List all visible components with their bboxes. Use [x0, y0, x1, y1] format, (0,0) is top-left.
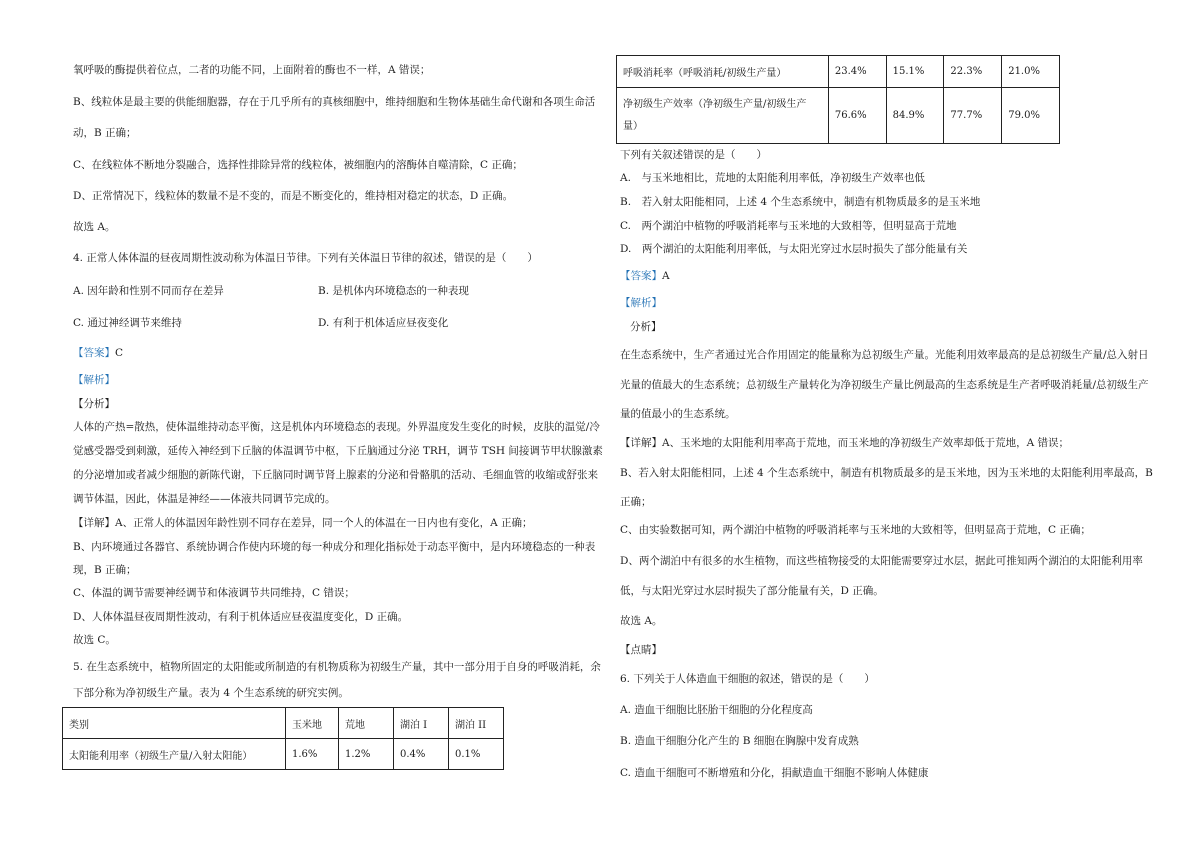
- table-cell: 79.0%: [1002, 88, 1060, 144]
- table-cell: 荒地: [339, 708, 394, 739]
- q4-option-a: A. 因年龄和性别不同而存在差异: [73, 285, 224, 297]
- text-line: D、两个湖泊中有很多的水生植物，而这些植物接受的太阳能需要穿过水层，据此可推知两个湖泊的太阳能利用率: [620, 555, 1143, 567]
- table-cell: 呼吸消耗率（呼吸消耗/初级生产量）: [617, 56, 829, 88]
- table-row: [617, 88, 1060, 144]
- q5-fenxi: 分析】: [630, 321, 662, 333]
- q5-option-d: D. 两个湖泊的太阳能利用率低，与太阳光穿过水层时损失了部分能量有关: [620, 243, 968, 255]
- q4-fenxi: 【分析】: [73, 398, 115, 410]
- text-line: B、内环境通过各器官、系统协调合作使内环境的每一种成分和理化指标处于动态平衡中，是内环境稳态的一种表: [73, 541, 596, 553]
- text-line: 在生态系统中，生产者通过光合作用固定的能量称为总初级生产量。光能利用效率最高的是总初级生产量/总入射日: [620, 349, 1149, 361]
- q5-table-part2: [616, 55, 1060, 144]
- text-line: 低，与太阳光穿过水层时损失了部分能量有关，D 正确。: [620, 585, 884, 597]
- q5-option-b: B. 若入射太阳能相同，上述 4 个生态系统中，制造有机物质最多的是玉米地: [620, 196, 981, 208]
- text-line: C、体温的调节需要神经调节和体液调节共同维持，C 错误；: [73, 587, 355, 599]
- text-line: 光量的值最大的生态系统；总初级生产量转化为净初级生产量比例最高的生态系统是生产者呼吸消耗量/总初级生产: [620, 379, 1149, 391]
- answer-value: C: [115, 347, 124, 359]
- text-line: C、在线粒体不断地分裂融合，选择性排除异常的线粒体，被细胞内的溶酶体自噬清除，C 正确；: [73, 159, 523, 171]
- q5-option-c: C. 两个湖泊中植物的呼吸消耗率与玉米地的大致相等，但明显高于荒地: [620, 220, 957, 232]
- table-cell: 77.7%: [944, 88, 1002, 144]
- text-line: 【详解】A、玉米地的太阳能利用率高于荒地，而玉米地的净初级生产效率却低于荒地，A 错误；: [620, 437, 1070, 449]
- q5-question: 下列有关叙述错误的是（ ）: [620, 149, 767, 161]
- text-line: 的分泌增加或者减少细胞的新陈代谢，下丘脑同时调节肾上腺素的分泌和骨骼肌的活动、毛细血管的收缩或舒张来: [73, 469, 598, 481]
- question-6-stem: 6. 下列关于人体造血干细胞的叙述，错误的是（ ）: [620, 673, 875, 685]
- text-line: 调节体温，因此，体温是神经——体液共同调节完成的。: [73, 493, 336, 505]
- table-cell: 湖泊 II: [449, 708, 504, 739]
- cell-line: 净初级生产效率（净初级生产量/初级生产: [623, 98, 807, 110]
- q4-option-b: B. 是机体内环境稳态的一种表现: [318, 285, 469, 297]
- text-line: B、若入射太阳能相同，上述 4 个生态系统中，制造有机物质最多的是玉米地，因为玉米地的太阳能利用率最高，B: [620, 467, 1153, 479]
- text-line: 【详解】A、正常人的体温因年龄性别不同存在差异，同一个人的体温在一日内也有变化，A 正确；: [73, 517, 533, 529]
- table-row: [617, 56, 1060, 88]
- q5-option-a: A. 与玉米地相比，荒地的太阳能利用率低，净初级生产效率也低: [620, 172, 925, 184]
- table-row: [63, 739, 504, 770]
- table-cell: 太阳能利用率（初级生产量/入射太阳能）: [63, 739, 286, 770]
- table-cell: 0.4%: [394, 739, 449, 770]
- q6-option-b: B. 造血干细胞分化产生的 B 细胞在胸腺中发育成熟: [620, 735, 859, 747]
- text-line: 故选 A。: [620, 615, 663, 627]
- text-line: B、线粒体是最主要的供能细胞器，存在于几乎所有的真核细胞中，维持细胞和生物体基础生命代谢和各项生命活: [73, 96, 596, 108]
- q4-analysis-label: 【解析】: [73, 374, 115, 386]
- question-5-stem: 5. 在生态系统中，植物所固定的太阳能或所制造的有机物质称为初级生产量，其中一部分用于自身的呼吸消耗，余: [73, 661, 601, 673]
- table-cell: 76.6%: [828, 88, 886, 144]
- text-line: 故选 C。: [73, 634, 116, 646]
- answer-value: A: [662, 270, 670, 282]
- cell-line: 量）: [623, 120, 643, 132]
- table-cell: 1.2%: [339, 739, 394, 770]
- table-cell: [617, 88, 829, 144]
- table-cell: 0.1%: [449, 739, 504, 770]
- text-line: 量的值最小的生态系统。: [620, 408, 736, 420]
- q5-analysis-label: 【解析】: [620, 297, 662, 309]
- text-line: 故选 A。: [73, 221, 116, 233]
- dianjing-label: 【点睛】: [620, 644, 662, 656]
- table-cell: 22.3%: [944, 56, 1002, 88]
- text-line: 现，B 正确；: [73, 564, 137, 576]
- answer-label: 【答案】: [620, 270, 662, 282]
- q6-option-a: A. 造血干细胞比胚胎干细胞的分化程度高: [620, 704, 813, 716]
- q5-answer: [620, 269, 670, 283]
- table-cell: 15.1%: [886, 56, 944, 88]
- text-line: D、正常情况下，线粒体的数量不是不变的，而是不断变化的，维持相对稳定的状态，D 正确。: [73, 190, 514, 202]
- text-line: 觉感受器受到刺激，延传入神经到下丘脑的体温调节中枢，下丘脑通过分泌 TRH，调节 TSH 间接调节甲状腺激素: [73, 445, 603, 457]
- q4-option-d: D. 有利于机体适应昼夜变化: [318, 317, 449, 329]
- table-cell: 23.4%: [828, 56, 886, 88]
- q5-table-part1: [62, 707, 504, 770]
- table-cell: 玉米地: [286, 708, 339, 739]
- text-line: 动，B 正确；: [73, 127, 137, 139]
- table-cell: 类别: [63, 708, 286, 739]
- text-line: 氧呼吸的酶提供着位点，二者的功能不同，上面附着的酶也不一样，A 错误；: [73, 64, 431, 76]
- q4-answer: [73, 346, 123, 360]
- q6-option-c: C. 造血干细胞可不断增殖和分化，捐献造血干细胞不影响人体健康: [620, 767, 929, 779]
- text-line: 人体的产热=散热，使体温维持动态平衡，这是机体内环境稳态的表现。外界温度发生变化的时候，皮肤的温觉/冷: [73, 421, 600, 433]
- table-cell: 湖泊 I: [394, 708, 449, 739]
- q4-option-c: C. 通过神经调节来维持: [73, 317, 182, 329]
- table-row: [63, 708, 504, 739]
- question-4-stem: 4. 正常人体体温的昼夜周期性波动称为体温日节律。下列有关体温日节律的叙述，错误的是（ ）: [73, 252, 538, 264]
- text-line: 正确；: [620, 496, 652, 508]
- table-cell: 1.6%: [286, 739, 339, 770]
- text-line: D、人体体温昼夜周期性波动，有利于机体适应昼夜温度变化，D 正确。: [73, 611, 409, 623]
- text-line: C、由实验数据可知，两个湖泊中植物的呼吸消耗率与玉米地的大致相等，但明显高于荒地，C 正确；: [620, 524, 1091, 536]
- table-cell: 84.9%: [886, 88, 944, 144]
- answer-label: 【答案】: [73, 347, 115, 359]
- question-5-stem: 下部分称为净初级生产量。表为 4 个生态系统的研究实例。: [73, 687, 349, 699]
- table-cell: 21.0%: [1002, 56, 1060, 88]
